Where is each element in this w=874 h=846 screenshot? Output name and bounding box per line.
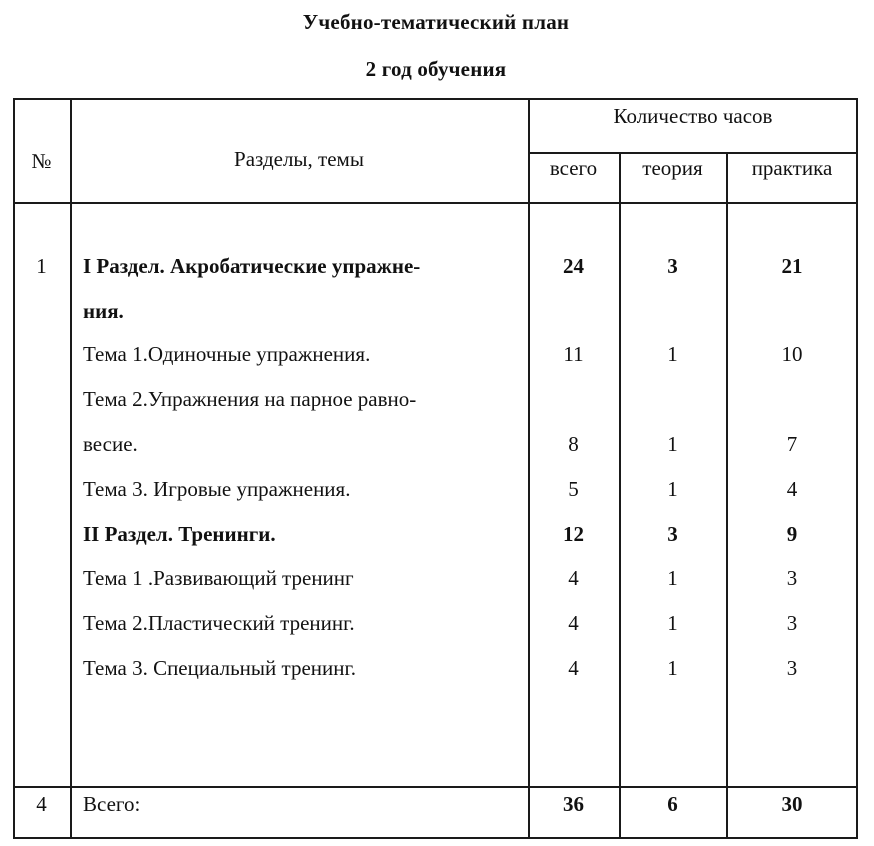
section1-title-line2: ния.	[83, 299, 124, 323]
section2-practice: 9	[786, 522, 798, 546]
section1-topic1-label: Тема 1.Одиночные упражнения.	[83, 342, 371, 366]
footer-practice: 30	[781, 792, 803, 816]
table-border-right	[856, 98, 858, 838]
document-title: Учебно-тематический план	[302, 10, 570, 34]
section2-title: II Раздел. Тренинги.	[83, 522, 276, 546]
header-hours-divider	[528, 152, 858, 154]
section1-topic1-total: 11	[563, 342, 584, 366]
section1-topic3-theory: 1	[667, 477, 678, 501]
section1-topic3-total: 5	[568, 477, 579, 501]
header-num: №	[31, 149, 52, 173]
section2-total: 12	[563, 522, 584, 546]
section1-total: 24	[563, 254, 584, 278]
header-practice: практика	[751, 156, 833, 180]
section2-topic1-total: 4	[568, 566, 579, 590]
section1-topic2-theory: 1	[667, 432, 678, 456]
section2-topic3-total: 4	[568, 656, 579, 680]
section2-theory: 3	[667, 522, 678, 546]
footer-theory: 6	[667, 792, 678, 816]
section2-topic3-label: Тема 3. Специальный тренинг.	[83, 656, 356, 680]
section1-topic1-practice: 10	[781, 342, 803, 366]
document-subtitle: 2 год обучения	[365, 57, 507, 81]
section1-practice: 21	[781, 254, 803, 278]
section2-topic2-label: Тема 2.Пластический тренинг.	[83, 611, 355, 635]
section2-topic2-practice: 3	[786, 611, 798, 635]
section1-topic3-label: Тема 3. Игровые упражнения.	[83, 477, 351, 501]
section2-topic2-theory: 1	[667, 611, 678, 635]
section1-topic2-practice: 7	[786, 432, 798, 456]
table-border-top	[13, 98, 858, 100]
section2-topic3-theory: 1	[667, 656, 678, 680]
col-divider-num	[70, 98, 72, 838]
footer-label: Всего:	[83, 792, 141, 816]
header-sections: Разделы, темы	[234, 147, 364, 171]
header-total: всего	[549, 156, 598, 180]
section2-topic1-theory: 1	[667, 566, 678, 590]
section2-topic1-label: Тема 1 .Развивающий тренинг	[83, 566, 354, 590]
section2-topic2-total: 4	[568, 611, 579, 635]
section2-topic3-practice: 3	[786, 656, 798, 680]
header-theory: теория	[642, 156, 703, 180]
footer-total: 36	[563, 792, 584, 816]
table-border-left	[13, 98, 15, 838]
footer-top-line	[13, 786, 858, 788]
section1-topic1-theory: 1	[667, 342, 678, 366]
curriculum-table	[13, 98, 858, 838]
section1-title-line1: I Раздел. Акробатические упражне-	[83, 254, 421, 278]
footer-num: 4	[36, 792, 47, 816]
col-divider-sections	[528, 98, 530, 838]
section1-topic3-practice: 4	[786, 477, 798, 501]
section2-topic1-practice: 3	[786, 566, 798, 590]
section1-num: 1	[36, 254, 47, 278]
table-border-bottom	[13, 837, 858, 839]
section1-theory: 3	[667, 254, 678, 278]
section1-topic2-label-line1: Тема 2.Упражнения на парное равно-	[83, 387, 417, 411]
header-bottom-line	[13, 202, 858, 204]
section1-topic2-label-line2: весие.	[83, 432, 138, 456]
section1-topic2-total: 8	[568, 432, 579, 456]
header-hours: Количество часов	[613, 104, 773, 128]
